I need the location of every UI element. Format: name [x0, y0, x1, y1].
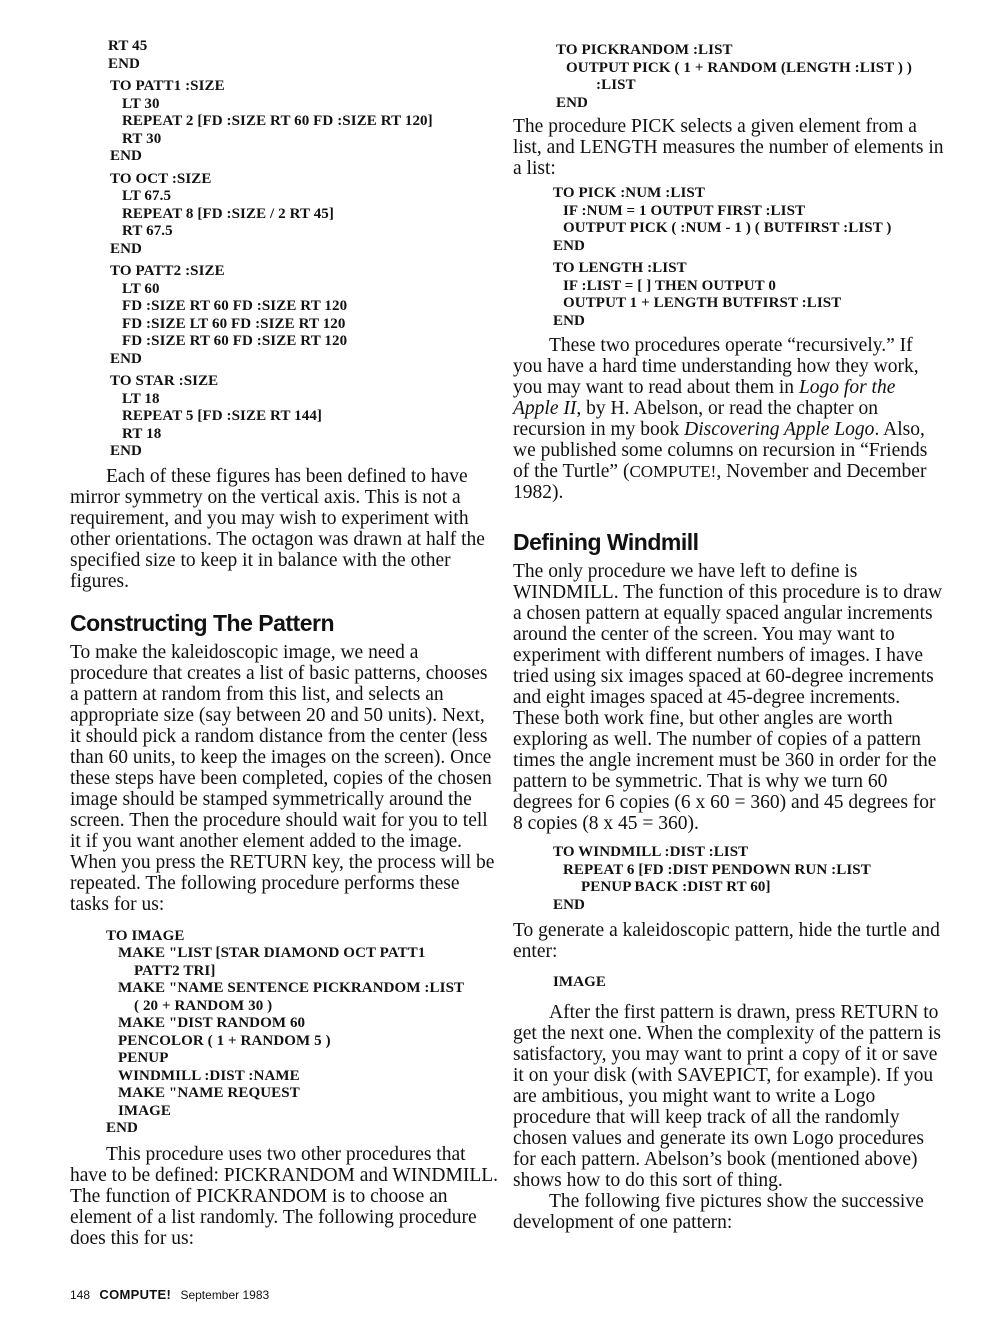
paragraph-two-procedures: This procedure uses two other procedures that have to be defined: PICKRANDOM and WINDMILL. The function of PICKRANDOM is to choose an element of a list randomly. The following procedure does this for us: [70, 1143, 499, 1249]
code-line: LT 30 [122, 95, 160, 112]
code-line: TO PICK :NUM :LIST [553, 185, 705, 201]
heading-defining-windmill: Defining Windmill [513, 529, 699, 555]
code-line: END [553, 312, 585, 329]
paragraph-recursion [513, 335, 945, 503]
code-block-oct [70, 171, 500, 259]
code-line: TO STAR :SIZE [110, 373, 219, 389]
code-line: PENUP BACK :DIST RT 60] [581, 879, 771, 895]
code-listing-pick-length [513, 185, 945, 330]
code-line: IMAGE [118, 1102, 171, 1119]
paragraph-after-first: After the first pattern is drawn, press RETURN to get the next one. When the complexity of the pattern is satisfactory, you may want to print a copy of it or save it on your disk (with SAVEPICT, for example). If you are ambitious, you might want to write a Logo procedure that will keep track of all the randomly chosen values and generate its own Logo procedures for each pattern. Abelson’s book (mentioned above) shows how to do this sort of thing. [513, 1001, 941, 1191]
code-line: PENUP [118, 1050, 169, 1066]
code-line: FD :SIZE LT 60 FD :SIZE RT 120 [122, 315, 346, 332]
magazine-name: COMPUTE! [629, 462, 717, 481]
code-line: IF :NUM = 1 OUTPUT FIRST :LIST [563, 202, 806, 219]
paragraph-windmill: The only procedure we have left to define is WINDMILL. The function of this procedure is to draw a chosen pattern at equally spaced angular increments around the center of the screen. You may want to experiment with different numbers of images. I have tried using six images spaced at 60-degree increments and eight images spaced at 45-degree increments. These both work fine, but other angles are worth exploring as well. The number of copies of a pattern times the angle increment must be 360 in order for the pattern to be symmetric. That is why we turn 60 degrees for 6 copies (6 x 60 = 360) and 45 degrees for 8 copies (8 x 45 = 360). [513, 561, 943, 834]
code-line: TO PATT2 :SIZE [110, 263, 225, 279]
body-text-section [513, 920, 945, 962]
book-title: Discovering Apple Logo [684, 419, 875, 440]
code-line: MAKE "NAME REQUEST [118, 1085, 300, 1101]
code-line: PATT2 TRI] [134, 962, 216, 979]
right-column [513, 38, 945, 1233]
code-line: END [110, 240, 142, 257]
code-line: END [553, 896, 585, 913]
code-line: MAKE "DIST RANDOM 60 [118, 1015, 306, 1031]
heading-constructing-pattern: Constructing The Pattern [70, 609, 335, 636]
code-line: LT 67.5 [122, 188, 172, 204]
code-line: REPEAT 6 [FD :DIST PENDOWN RUN :LIST [563, 861, 871, 878]
body-text-section [513, 116, 945, 179]
paragraph-five-pictures: The following five pictures show the successive development of one pattern: [513, 1190, 924, 1233]
code-line: RT 67.5 [122, 223, 173, 239]
magazine-logo: COMPUTE! [99, 1287, 172, 1302]
paragraph-pick-length: The procedure PICK selects a given element from a list, and LENGTH measures the number of elements in a list: [513, 116, 944, 179]
code-line: LT 18 [122, 390, 160, 407]
code-listing-shapes [70, 38, 500, 461]
text-run: . Also, we published some columns on recursion in “Friends of the Turtle” ( [513, 419, 928, 482]
text-run: , November and December 1982). [513, 461, 927, 503]
code-line: END [110, 350, 142, 367]
code-line: END [108, 55, 140, 72]
code-listing-image [70, 928, 500, 1138]
code-block-patt1 [70, 78, 500, 166]
code-line: REPEAT 2 [FD :SIZE RT 60 FD :SIZE RT 120] [122, 113, 433, 129]
body-text-section [70, 642, 500, 915]
body-text-section [70, 1144, 500, 1249]
code-image-command [513, 974, 945, 992]
code-line: REPEAT 5 [FD :SIZE RT 144] [122, 408, 323, 424]
paragraph-symmetry: Each of these figures has been defined to have mirror symmetry on the vertical axis. This is not a requirement, and you may wish to experiment with other orientations. The octagon was drawn at half the specified size to keep it in balance with the other figures. [70, 465, 485, 592]
paragraph-generate: To generate a kaleidoscopic pattern, hide the turtle and enter: [513, 920, 940, 962]
code-block-pick [553, 185, 945, 255]
code-line: TO OCT :SIZE [110, 170, 212, 187]
code-line: ( 20 + RANDOM 30 ) [134, 997, 273, 1014]
body-text-section [513, 1002, 945, 1233]
code-line: OUTPUT PICK ( :NUM - 1 ) ( BUTFIRST :LIST ) [563, 220, 892, 236]
code-line: OUTPUT 1 + LENGTH BUTFIRST :LIST [563, 295, 842, 311]
body-text-section [513, 335, 945, 503]
page-number: 148 [70, 1288, 91, 1302]
code-line: :LIST [596, 77, 636, 93]
code-line: END [106, 1120, 138, 1136]
code-line: END [556, 94, 588, 111]
code-line: IMAGE [553, 974, 606, 990]
code-line: TO PICKRANDOM :LIST [556, 42, 733, 58]
body-text-section [513, 561, 945, 834]
code-block-star [70, 373, 500, 461]
issue-date: September 1983 [180, 1288, 270, 1302]
code-block-tri-end [70, 38, 500, 73]
text-run: These two procedures operate “recursively.” If you have a hard time understanding how they work, you may want to read about them in [513, 335, 919, 398]
code-line: TO LENGTH :LIST [553, 260, 687, 276]
code-line: RT 30 [122, 130, 162, 147]
paragraph-kaleidoscope: To make the kaleidoscopic image, we need a procedure that creates a list of basic patterns, chooses a pattern at random from this list, and selects an appropriate size (say between 20 and 50 units). Next, it should pick a random distance from the center (less than 60 units, to keep the images on the screen). Once these steps have been completed, copies of the chosen image should be stamped symmetrically around the screen. Then the procedure should wait for you to tell it if you want another element added to the image. When you press the RETURN key, the process will be repeated. The following procedure performs these tasks for us: [70, 641, 495, 915]
code-line: END [110, 443, 142, 459]
code-line: FD :SIZE RT 60 FD :SIZE RT 120 [122, 298, 348, 314]
book-title: Logo for the Apple II [513, 377, 896, 419]
code-line: LT 60 [122, 280, 160, 297]
left-column [70, 38, 500, 1249]
code-listing-pickrandom [513, 42, 945, 112]
code-line: TO IMAGE [106, 927, 185, 944]
code-line: TO WINDMILL :DIST :LIST [553, 844, 749, 860]
code-line: END [110, 148, 142, 164]
code-block-length [553, 260, 945, 330]
code-line: END [553, 237, 585, 254]
page-footer [70, 1287, 269, 1302]
code-line: WINDMILL :DIST :NAME [118, 1067, 300, 1084]
code-line: IF :LIST = [ ] THEN OUTPUT 0 [563, 277, 776, 294]
code-line: REPEAT 8 [FD :SIZE / 2 RT 45] [122, 205, 334, 222]
code-line: OUTPUT PICK ( 1 + RANDOM (LENGTH :LIST ) ) [566, 59, 912, 76]
code-listing-windmill [513, 844, 945, 914]
code-line: TO PATT1 :SIZE [110, 78, 225, 94]
code-line: RT 45 [108, 38, 148, 54]
code-block-patt2 [70, 263, 500, 368]
code-line: PENCOLOR ( 1 + RANDOM 5 ) [118, 1032, 331, 1049]
code-line: MAKE "NAME SENTENCE PICKRANDOM :LIST [118, 980, 465, 996]
text-run: , by H. Abelson, or read the chapter on recursion in my book [513, 398, 878, 440]
code-line: MAKE "LIST [STAR DIAMOND OCT PATT1 [118, 945, 426, 961]
code-line: FD :SIZE RT 60 FD :SIZE RT 120 [122, 333, 348, 349]
body-text-section [70, 466, 500, 592]
code-line: RT 18 [122, 425, 162, 442]
